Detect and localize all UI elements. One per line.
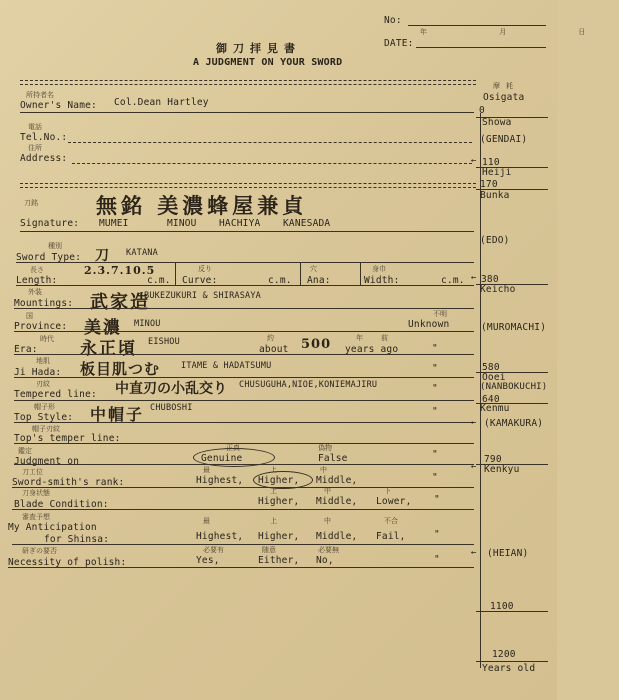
anticipation-label-1: My Anticipation xyxy=(8,522,97,533)
top-style-handwritten: 中帽子 xyxy=(90,405,145,424)
smith-rank-line xyxy=(12,487,474,488)
ji-hada-label: Ji Hada: xyxy=(14,367,62,378)
ji-hada-ditto: " xyxy=(432,363,438,374)
era-about: about xyxy=(259,344,289,355)
blade-condition-option-1: Higher, xyxy=(258,496,300,507)
top-style-ditto: " xyxy=(432,406,438,417)
tick-1200 xyxy=(476,661,548,662)
blade-condition-option-3: Lower, xyxy=(376,496,412,507)
arrow-left-icon: ← xyxy=(471,156,477,166)
curve-jp: 反り xyxy=(198,265,212,273)
anticipation-jp-4: 不合 xyxy=(384,517,398,525)
polish-line xyxy=(8,567,474,568)
smith-rank-jp-3: 中 xyxy=(320,466,327,474)
signature-line xyxy=(20,231,474,232)
mountings-label: Mountings: xyxy=(14,298,74,309)
era-heian: (HEIAN) xyxy=(487,548,529,559)
date-label: DATE: xyxy=(384,38,414,49)
timeline-mark-170: 170 xyxy=(480,179,498,190)
tempered-label: Tempered line: xyxy=(14,389,97,400)
ana-label: Ana: xyxy=(307,275,331,286)
owner-value: Col.Dean Hartley xyxy=(114,97,209,108)
no-line xyxy=(408,25,546,26)
ana-jp: 穴 xyxy=(310,265,317,273)
judgment-ditto: " xyxy=(432,449,438,460)
smith-rank-option-1: Highest, xyxy=(196,475,244,486)
signature-romaji-2: MINOU xyxy=(167,218,197,229)
anticipation-option-3: Middle, xyxy=(316,531,358,542)
length-handwritten: 2.3.7.10.5 xyxy=(84,264,156,277)
sword-type-value: KATANA xyxy=(126,248,158,258)
arrow-left-icon: ← xyxy=(471,548,477,558)
date-line xyxy=(416,47,546,48)
sword-type-jp: 種別 xyxy=(48,242,62,250)
timeline-mark-110: 110 xyxy=(482,157,500,168)
blade-condition-jp-3: 下 xyxy=(384,487,391,495)
anticipation-jp-3: 中 xyxy=(324,517,331,525)
era-label: Era: xyxy=(14,344,38,355)
era-ooei: Ooei xyxy=(482,372,506,383)
era-years-handwritten: 500 xyxy=(301,337,332,352)
double-rule-2 xyxy=(20,183,476,188)
province-handwritten: 美濃 xyxy=(84,318,122,338)
era-heiji: Heiji xyxy=(482,167,512,178)
top-style-line xyxy=(14,422,474,423)
polish-option-2: Either, xyxy=(258,555,300,566)
era-years-ago: years ago xyxy=(345,344,399,355)
era-ditto: " xyxy=(432,343,438,354)
width-unit: c.m. xyxy=(441,275,465,286)
timeline-mark-380: 380 xyxy=(481,274,499,285)
address-line xyxy=(72,163,472,164)
top-temper-jp: 帽子刃紋 xyxy=(32,425,60,433)
length-unit: c.m. xyxy=(147,275,171,286)
mountings-line xyxy=(14,308,474,309)
era-bunka: Bunka xyxy=(480,190,510,201)
province-label: Province: xyxy=(14,321,68,332)
tel-jp: 電話 xyxy=(28,123,42,131)
era-value: EISHOU xyxy=(148,337,180,347)
province-jp: 国 xyxy=(26,312,33,320)
timeline-mark-640: 640 xyxy=(482,394,500,405)
anticipation-jp: 審査予想 xyxy=(22,513,50,521)
about-jp: 約 xyxy=(267,334,274,342)
genuine-jp: 正真 xyxy=(226,444,240,452)
signature-romaji-4: KANESADA xyxy=(283,218,331,229)
ji-hada-value: ITAME & HADATSUMU xyxy=(181,361,272,371)
length-label: Length: xyxy=(16,275,58,286)
tempered-jp: 刃紋 xyxy=(36,380,50,388)
era-jp: 時代 xyxy=(40,335,54,343)
anticipation-ditto: " xyxy=(434,529,440,540)
divider-2 xyxy=(300,263,301,285)
anticipation-label-2: for Shinsa: xyxy=(44,534,110,545)
anticipation-option-4: Fail, xyxy=(376,531,406,542)
anticipation-line xyxy=(12,544,474,545)
polish-jp-2: 随意 xyxy=(262,546,276,554)
divider-3 xyxy=(360,263,361,285)
blade-condition-option-2: Middle, xyxy=(316,496,358,507)
blade-condition-jp-2: 中 xyxy=(324,487,331,495)
blade-condition-ditto: " xyxy=(434,494,440,505)
era-kenkyu: Kenkyu xyxy=(484,464,520,475)
ji-hada-jp: 地肌 xyxy=(36,357,50,365)
length-line xyxy=(16,285,474,286)
anticipation-option-1: Highest, xyxy=(196,531,244,542)
polish-option-3: No, xyxy=(316,555,334,566)
width-label: Width: xyxy=(364,275,400,286)
arrow-left-icon: ← xyxy=(471,418,477,428)
tempered-ditto: " xyxy=(432,383,438,394)
date-jp: 年 月 日 xyxy=(420,28,619,36)
era-580: 580 xyxy=(482,362,500,373)
smith-rank-jp: 刀工位 xyxy=(22,468,43,476)
era-keicho: Keicho xyxy=(480,284,516,295)
ji-hada-line xyxy=(14,377,474,378)
sword-type-line xyxy=(16,262,474,263)
top-style-label: Top Style: xyxy=(14,412,74,423)
signature-jp: 刀銘 xyxy=(24,199,38,207)
no-label: No: xyxy=(384,15,402,26)
timeline-mark-1200: 1200 xyxy=(492,649,516,660)
timeline-header-jp: 摩耗 xyxy=(493,82,519,90)
judgment-line xyxy=(14,464,474,465)
judgment-label: Judgment on xyxy=(14,456,80,467)
polish-option-1: Yes, xyxy=(196,555,220,566)
owner-label: Owner's Name: xyxy=(20,100,97,111)
province-unknown: Unknown xyxy=(408,319,450,330)
timeline-mark-1100: 1100 xyxy=(490,601,514,612)
blade-condition-line xyxy=(12,509,474,510)
signature-label: Signature: xyxy=(20,218,80,229)
anticipation-jp-1: 最 xyxy=(203,517,210,525)
signature-romaji-1: MUMEI xyxy=(99,218,129,229)
judgment-jp: 鑑定 xyxy=(18,447,32,455)
length-jp: 長さ xyxy=(30,266,44,274)
address-jp: 住所 xyxy=(28,144,42,152)
tick-1100 xyxy=(476,611,548,612)
smith-rank-jp-1: 最 xyxy=(203,466,210,474)
smith-rank-jp-2: 上 xyxy=(270,466,277,474)
era-nanbokuchi: (NANBOKUCHI) xyxy=(480,382,548,392)
tel-line xyxy=(68,142,472,143)
smith-rank-option-2: Higher, xyxy=(258,475,300,486)
province-line xyxy=(14,331,474,332)
polish-ditto: " xyxy=(434,554,440,565)
era-edo: (EDO) xyxy=(480,235,510,246)
owner-line xyxy=(20,112,474,113)
sword-type-label: Sword Type: xyxy=(16,252,82,263)
blade-condition-label: Blade Condition: xyxy=(14,499,109,510)
title-en: A JUDGMENT ON YOUR SWORD xyxy=(193,57,343,68)
judgment-false: False xyxy=(318,453,348,464)
era-muromachi: (MUROMACHI) xyxy=(481,322,547,333)
width-jp: 身巾 xyxy=(372,265,386,273)
title-jp: 御刀拝見書 xyxy=(216,42,301,55)
timeline-header: Osigata xyxy=(483,92,525,103)
timeline-mark-0: 0 xyxy=(479,105,485,116)
timeline-mark-790: 790 xyxy=(484,454,502,465)
polish-jp-1: 必要有 xyxy=(203,546,224,554)
smith-rank-ditto: " xyxy=(432,472,438,483)
years-jp: 年前 xyxy=(356,334,406,342)
divider-1 xyxy=(175,263,176,285)
tempered-value: CHUSUGUHA,NIOE,KONIEMAJIRU xyxy=(239,380,378,390)
era-gendai: (GENDAI) xyxy=(480,134,528,145)
era-kenmu: Kenmu xyxy=(480,403,510,414)
double-rule xyxy=(20,80,476,85)
top-temper-label: Top's temper line: xyxy=(14,433,121,444)
era-handwritten: 永正頃 xyxy=(80,339,137,359)
false-jp: 偽物 xyxy=(318,444,332,452)
polish-jp: 研ぎの要否 xyxy=(22,547,57,555)
anticipation-option-2: Higher, xyxy=(258,531,300,542)
arrow-left-icon: ← xyxy=(471,273,477,283)
polish-jp-3: 必要無 xyxy=(318,546,339,554)
tel-label: Tel.No.: xyxy=(20,132,68,143)
era-line xyxy=(14,354,474,355)
tempered-handwritten: 中直刃の小乱交り xyxy=(115,381,227,397)
province-value: MINOU xyxy=(134,319,161,329)
curve-label: Curve: xyxy=(182,275,218,286)
era-showa: Showa xyxy=(482,117,512,128)
owner-jp: 所持者名 xyxy=(26,91,54,99)
anticipation-jp-2: 上 xyxy=(270,517,277,525)
address-label: Address: xyxy=(20,153,68,164)
sword-type-handwritten: 刀 xyxy=(95,248,111,264)
top-style-value: CHUBOSHI xyxy=(150,403,193,413)
judgment-genuine: Genuine xyxy=(201,453,243,464)
blade-condition-jp: 刀身状態 xyxy=(22,489,50,497)
curve-unit: c.m. xyxy=(268,275,292,286)
mountings-value: BUKEZUKURI & SHIRASAYA xyxy=(144,291,261,301)
tempered-line-rule xyxy=(14,400,474,401)
era-kamakura: (KAMAKURA) xyxy=(484,418,544,429)
timeline-footer: Years old xyxy=(482,663,536,674)
top-temper-line xyxy=(14,443,474,444)
ji-hada-handwritten: 板目肌つむ xyxy=(80,360,161,378)
smith-rank-label: Sword-smith's rank: xyxy=(12,477,125,488)
arrow-left-icon: ← xyxy=(471,462,477,472)
unknown-jp: 不明 xyxy=(433,310,447,318)
blade-condition-jp-1: 上 xyxy=(270,487,277,495)
mountings-jp: 外装 xyxy=(28,288,42,296)
mountings-handwritten: 武家造 xyxy=(90,292,150,313)
polish-label: Necessity of polish: xyxy=(8,557,127,568)
smith-rank-option-3: Middle, xyxy=(316,475,358,486)
top-style-jp: 帽子形 xyxy=(34,403,55,411)
signature-romaji-3: HACHIYA xyxy=(219,218,261,229)
signature-handwritten: 無銘 美濃蜂屋兼貞 xyxy=(96,193,308,218)
